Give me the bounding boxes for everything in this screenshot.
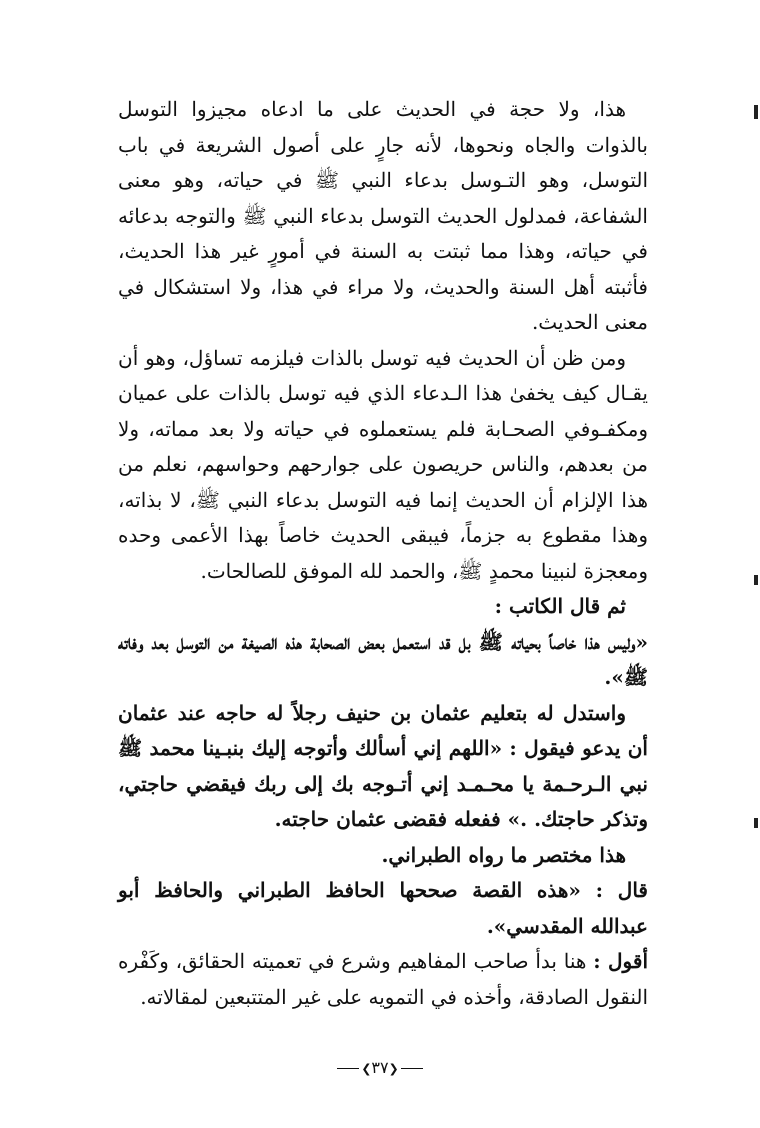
response-lead: أقول : (593, 949, 649, 973)
scan-edge-mark-lower (754, 818, 758, 828)
paragraph-writer-said: ثم قال الكاتب : (494, 594, 626, 618)
paragraph-quote-claim: «وليس هذا خاصاً بحياته ﷺ بل قد استعمل بعض الصحابة هذه الصيغة من التوسل بعد وفاته ﷺ». (118, 629, 648, 689)
paragraph-argument: ومن ظن أن الحديث فيه توسل بالذات فيلزمه تساؤل، وهو أن يقـال كيف يخفىٰ هذا الـدعاء الذي فيه توسل بالذات على عميان ومكفـوفي الصحـابة فلم يستعملوه في حياته ولا بعد مماته، ولا من بعدهم، والناس حريصون على جوارحهم وحواسهم، نعلم من هذا الإلزام أن الحديث إنما فيه التوسل بدعاء النبي ﷺ، لا بذاته، وهذا مقطوع به جزماً، فيبقى الحديث خاصاً بهذا الأعمى وحده ومعجزة لنبينا محمدٍ ﷺ، والحمد لله الموفق للصالحات. (118, 345, 648, 583)
footer-dash-left (337, 1068, 359, 1069)
response-text: هنا بدأ صاحب المفاهيم وشرع في تعميته الحقائق، وكَفْره النقول الصادقة، وأخذه في التمويه على غير المتتبعين لمقالاته. (118, 949, 648, 1009)
page-number-footer (0, 1058, 760, 1077)
paragraph-response (118, 944, 648, 1015)
paragraph-uthman-evidence: واستدل له بتعليم عثمان بن حنيف رجلاً له حاجه عند عثمان أن يدعو فيقول : «اللهم إني أسألك وأتوجه إليك بنبـينا محمد ﷺ نبي الـرحـمة يا محـمـد إني أتـوجه بك إلى ربك فيقضي حاجتي، وتذكر حاجتك. .» ففعله فقضى عثمان حاجته. (118, 700, 648, 831)
paragraph-summary-tabarani: هذا مختصر ما رواه الطبراني. (381, 842, 626, 867)
paragraph-intro: هذا، ولا حجة في الحديث على ما ادعاه مجيزوا التوسل بالذوات والجاه ونحوها، لأنه جارٍ على أصول الشريعة في باب التوسل، وهو التـوسل بدعاء النبي ﷺ في حياته، وهو معنى الشفاعة، فمدلول الحديث التوسل بدعاء النبي ﷺ والتوجه بدعائه في حياته، وهذا مما ثبتت به السنة في أمورٍ غير هذا الحديث، فأثبته أهل السنة والحديث، ولا مراء في هذا، ولا استشكال في معنى الحديث. (118, 97, 648, 334)
footer-bracket-right: ❯ (388, 1061, 399, 1076)
footer-bracket-left: ❮ (361, 1061, 372, 1076)
footer-dash-right (401, 1068, 423, 1069)
paragraph-quote-authentication: قال : «هذه القصة صححها الحافظ الطبراني والحافظ أبو عبدالله المقدسي». (118, 878, 648, 938)
scan-edge-mark-top (754, 105, 758, 119)
body-text (118, 92, 648, 1015)
scan-edge-mark-middle (754, 575, 758, 585)
page-number: ٣٧ (371, 1058, 389, 1077)
